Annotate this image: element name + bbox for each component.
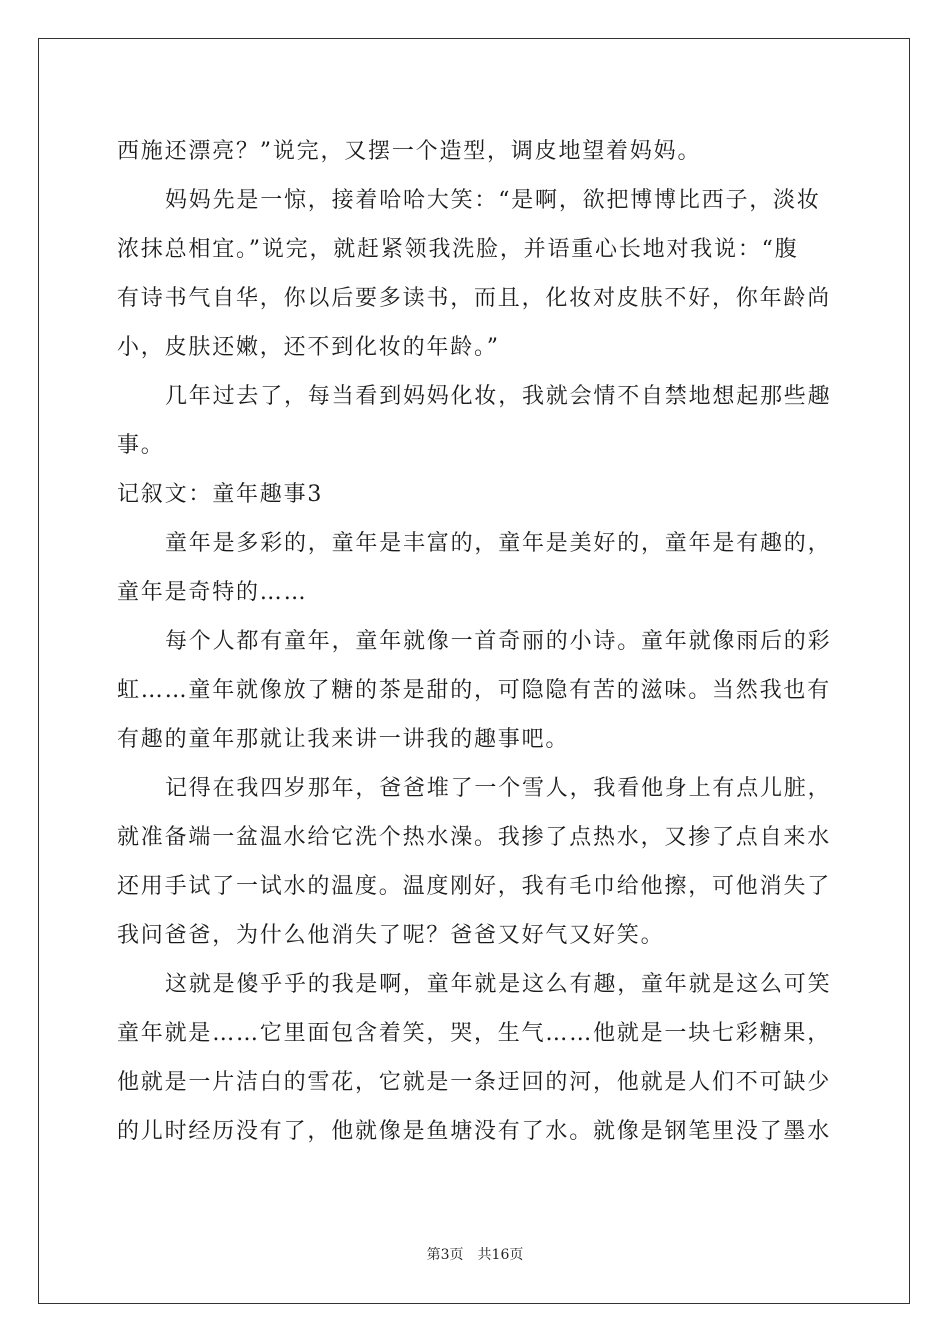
text-line-17: 我问爸爸，为什么他消失了呢？爸爸又好气又好笑。 <box>117 923 665 948</box>
section-heading: 记叙文：童年趣事3 <box>117 482 324 507</box>
text-line-18: 这就是傻乎乎的我是啊，童年就是这么有趣，童年就是这么可笑 <box>165 972 832 997</box>
text-line-6: 几年过去了，每当看到妈妈化妆，我就会情不自禁地想起那些趣 <box>165 384 832 409</box>
text-line-11: 每个人都有童年，童年就像一首奇丽的小诗。童年就像雨后的彩 <box>165 629 832 654</box>
text-line-10: 童年是奇特的…… <box>117 580 308 605</box>
text-line-14: 记得在我四岁那年，爸爸堆了一个雪人，我看他身上有点儿脏， <box>165 776 832 801</box>
page-number: 第3页 <box>426 1247 464 1263</box>
text-line-9: 童年是多彩的，童年是丰富的，童年是美好的，童年是有趣的， <box>165 531 832 556</box>
page-total: 共16页 <box>477 1247 524 1263</box>
text-line-5: 小，皮肤还嫩，还不到化妆的年龄。” <box>117 335 500 360</box>
text-line-2: 妈妈先是一惊，接着哈哈大笑：“是啊，欲把博博比西子，淡妆 <box>165 188 821 213</box>
text-line-4: 有诗书气自华，你以后要多读书，而且，化妆对皮肤不好，你年龄尚 <box>117 286 832 311</box>
text-line-3: 浓抹总相宜。”说完，就赶紧领我洗脸，并语重心长地对我说：“腹 <box>117 237 799 262</box>
text-line-15: 就准备端一盆温水给它洗个热水澡。我掺了点热水，又掺了点自来水 <box>117 825 832 850</box>
text-line-21: 的儿时经历没有了，他就像是鱼塘没有了水。就像是钢笔里没了墨水 <box>117 1119 832 1144</box>
text-line-16: 还用手试了一试水的温度。温度刚好，我有毛巾给他擦，可他消失了 <box>117 874 832 899</box>
text-line-13: 有趣的童年那就让我来讲一讲我的趣事吧。 <box>117 727 570 752</box>
text-line-1: 西施还漂亮？”说完，又摆一个造型，调皮地望着妈妈。 <box>117 139 702 164</box>
text-line-7: 事。 <box>117 433 165 458</box>
text-line-19: 童年就是……它里面包含着笑，哭，生气……他就是一块七彩糖果， <box>117 1021 832 1046</box>
page-footer <box>0 1244 950 1264</box>
text-line-12: 虹……童年就像放了糖的茶是甜的，可隐隐有苦的滋味。当然我也有 <box>117 678 832 703</box>
text-line-20: 他就是一片洁白的雪花，它就是一条迂回的河，他就是人们不可缺少 <box>117 1070 832 1095</box>
document-body <box>117 127 833 1156</box>
